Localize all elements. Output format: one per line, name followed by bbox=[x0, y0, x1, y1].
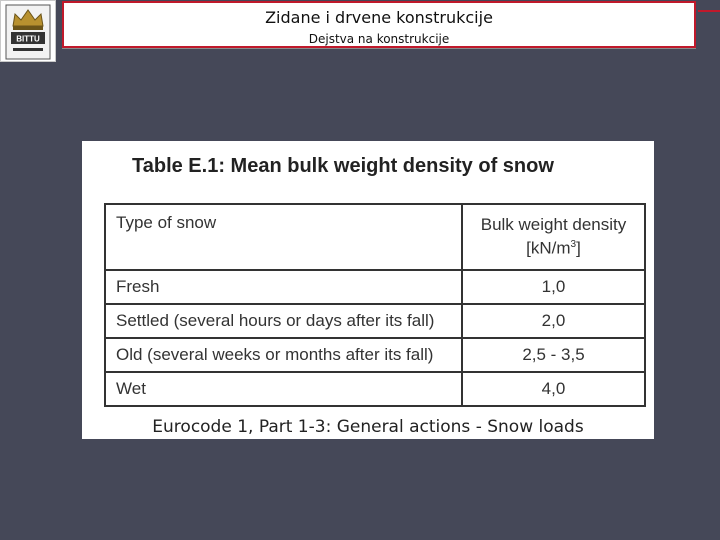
table-row bbox=[105, 338, 645, 372]
row-density: 1,0 bbox=[462, 270, 645, 304]
header-bulk-weight-density bbox=[462, 204, 645, 270]
crown-emblem-icon bbox=[5, 4, 51, 60]
header-unit-exponent: 3 bbox=[570, 239, 577, 251]
page-title: Zidane i drvene konstrukcije bbox=[265, 8, 493, 27]
snow-density-figure bbox=[82, 141, 654, 439]
row-density: 2,0 bbox=[462, 304, 645, 338]
table-row bbox=[105, 270, 645, 304]
source-citation: Eurocode 1, Part 1-3: General actions - Snow loads bbox=[152, 417, 584, 437]
table-row bbox=[105, 372, 645, 406]
header-bar bbox=[0, 0, 720, 62]
table-row bbox=[105, 304, 645, 338]
header-type-of-snow: Type of snow bbox=[105, 204, 462, 270]
row-density: 2,5 - 3,5 bbox=[462, 338, 645, 372]
snow-density-table bbox=[104, 203, 646, 407]
row-snow-type: Settled (several hours or days after its fall) bbox=[105, 304, 462, 338]
table-caption: Table E.1: Mean bulk weight density of snow bbox=[132, 155, 554, 177]
header-unit-close: ] bbox=[576, 238, 581, 258]
logo-text: BITTU bbox=[16, 34, 40, 44]
row-snow-type: Old (several weeks or months after its fall) bbox=[105, 338, 462, 372]
row-density: 4,0 bbox=[462, 372, 645, 406]
table-header-row bbox=[105, 204, 645, 270]
row-snow-type: Wet bbox=[105, 372, 462, 406]
header-density-label: Bulk weight density bbox=[480, 215, 627, 235]
logo bbox=[0, 0, 56, 62]
header-unit-base: [kN/m bbox=[526, 238, 571, 258]
row-snow-type: Fresh bbox=[105, 270, 462, 304]
title-box bbox=[62, 1, 696, 48]
corner-accent bbox=[698, 10, 720, 12]
page-subtitle: Dejstva na konstrukcije bbox=[308, 32, 450, 46]
